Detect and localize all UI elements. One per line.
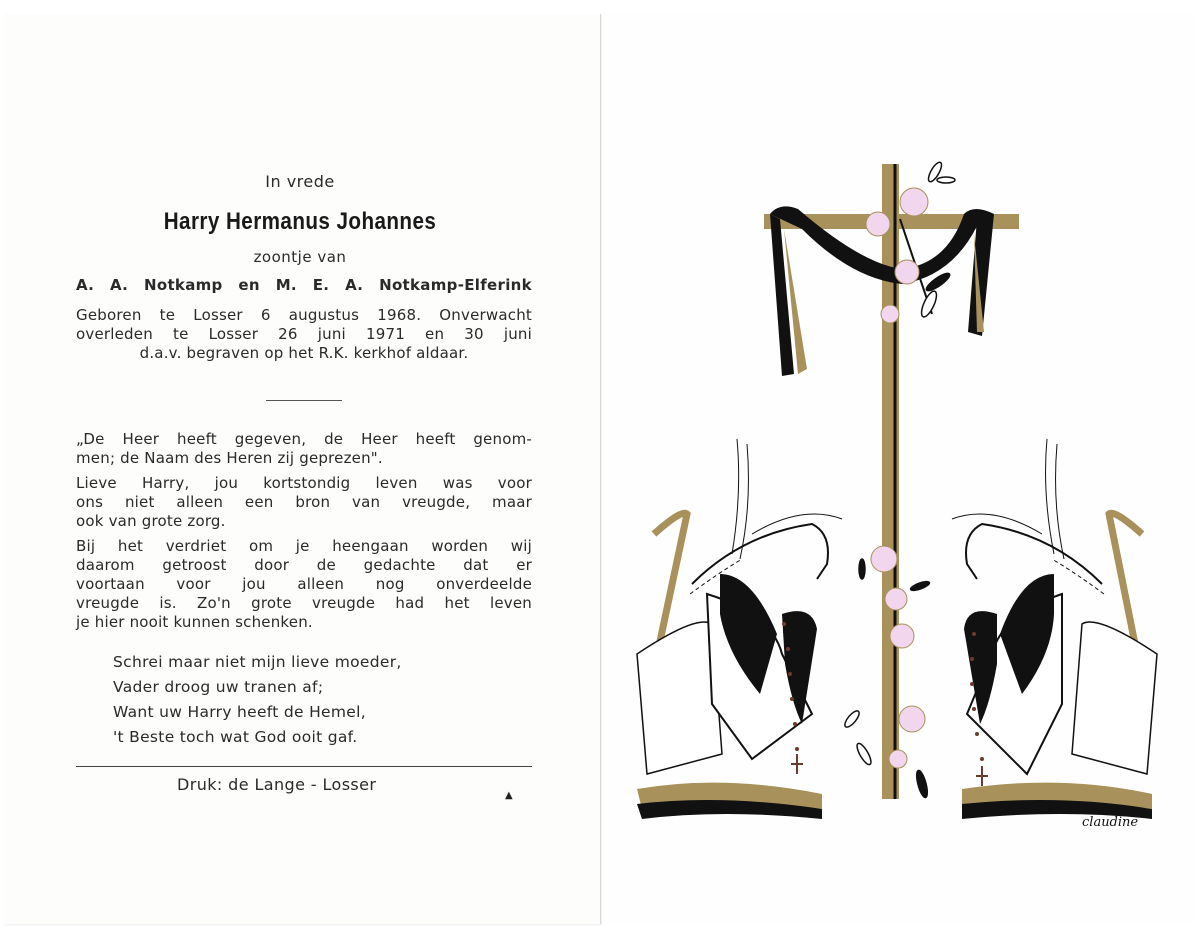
parents-word: en: [238, 276, 260, 294]
poem-line: Want uw Harry heeft de Hemel,: [113, 703, 366, 721]
relation-text: zoontje van: [253, 248, 347, 266]
text-line: „De Heer heeft gegeven, de Heer heeft genom-: [76, 430, 532, 448]
parents-word: Notkamp: [144, 276, 223, 294]
poem-line: Vader droog uw tranen af;: [113, 678, 324, 696]
text-line: men; de Naam des Heren zij geprezen".: [76, 449, 383, 467]
text-line: overleden te Losser 26 juni 1971 en 30 juni: [76, 325, 532, 343]
poem-line: Schrei maar niet mijn lieve moeder,: [113, 653, 402, 671]
devotional-illustration: [602, 14, 1196, 924]
printer-credit: Druk: de Lange - Losser: [177, 775, 377, 794]
parents-word: A.: [345, 276, 364, 294]
text-line: je hier nooit kunnen schenken.: [76, 613, 313, 631]
text-line: ons niet alleen een bron van vreugde, maar: [76, 493, 532, 511]
text-line: daarom getroost door de gedachte dat er: [76, 556, 532, 574]
parents-line: [76, 276, 532, 294]
heading-in-vrede: In vrede: [265, 172, 335, 191]
ink-speck: ▲: [505, 790, 513, 801]
poem: [113, 650, 402, 750]
parents-word: M.: [275, 276, 297, 294]
text-line: vreugde is. Zo'n grote vreugde had het leven: [76, 594, 532, 612]
praying-angel-left: [637, 439, 842, 819]
quote-paragraph: [76, 430, 532, 468]
parents-word: A.: [76, 276, 95, 294]
parents-word: Notkamp-Elferink: [379, 276, 532, 294]
text-line: voortaan voor jou alleen nog onverdeelde: [76, 575, 532, 593]
comfort-paragraph: [76, 537, 532, 632]
text-line: Lieve Harry, jou kortstondig leven was voor: [76, 474, 532, 492]
text-line: ook van grote zorg.: [76, 512, 226, 530]
parents-word: E.: [312, 276, 330, 294]
text-line: Bij het verdriet om je heengaan worden wij: [76, 537, 532, 555]
artist-signature: claudine: [1082, 815, 1139, 830]
harry-paragraph: [76, 474, 532, 531]
deceased-name: Harry Hermanus Johannes: [163, 208, 437, 235]
parents-word: A.: [110, 276, 129, 294]
short-divider: [266, 400, 342, 401]
birth-death-paragraph: [76, 306, 532, 363]
poem-line: 't Beste toch wat God ooit gaf.: [113, 728, 358, 746]
long-divider: [76, 766, 532, 767]
text-line: d.a.v. begraven op het R.K. kerkhof aldaar.: [139, 344, 469, 362]
text-line: Geboren te Losser 6 augustus 1968. Onverwacht: [76, 306, 532, 324]
praying-angel-right: [952, 439, 1157, 819]
